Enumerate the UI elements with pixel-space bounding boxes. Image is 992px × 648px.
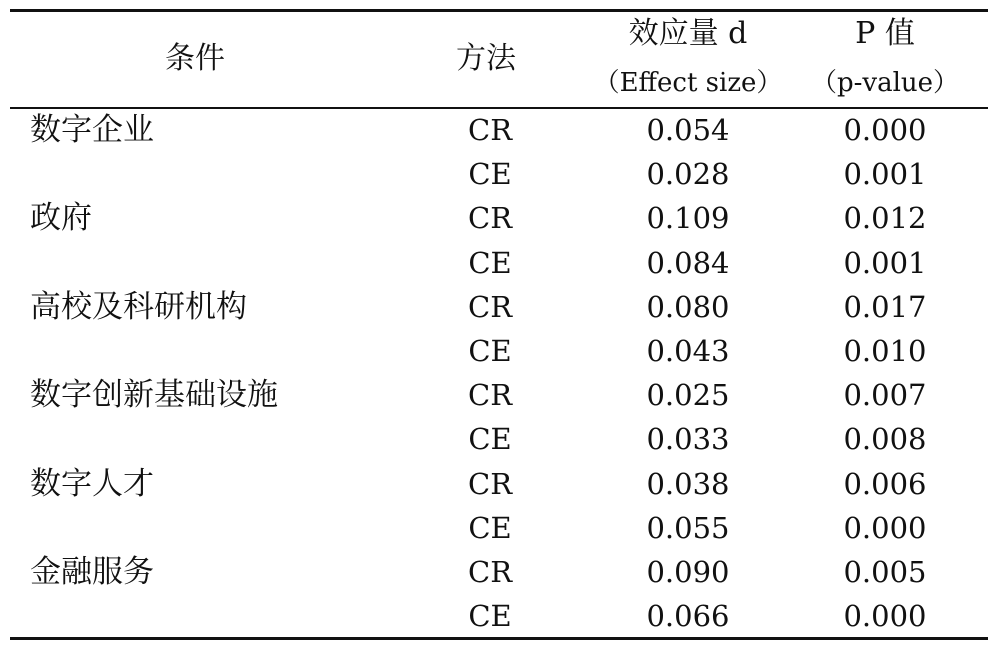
row-method: CE [468,422,512,456]
row-p-value: 0.012 [843,201,927,235]
header-method: 方法 [456,41,516,76]
table-header-rule [10,107,988,109]
row-method: CR [468,113,513,147]
header-pvalue-sub: （p-value） [810,68,960,98]
header-effect-sub: （Effect size） [593,68,783,98]
row-p-value: 0.010 [843,334,927,368]
row-method: CR [468,467,513,501]
row-p-value: 0.001 [843,246,927,280]
row-effect-size: 0.033 [646,422,730,456]
row-effect-size: 0.084 [646,246,730,280]
row-method: CE [468,511,512,545]
row-condition: 数字人才 [30,466,154,502]
row-p-value: 0.000 [843,113,927,147]
row-condition: 数字创新基础设施 [30,377,278,413]
row-effect-size: 0.109 [646,201,730,235]
row-effect-size: 0.055 [646,511,730,545]
header-pvalue: P 值 [855,16,915,51]
row-p-value: 0.000 [843,599,927,633]
header-effect: 效应量 d [628,16,748,51]
row-effect-size: 0.043 [646,334,730,368]
row-p-value: 0.008 [843,422,927,456]
row-p-value: 0.000 [843,511,927,545]
row-p-value: 0.007 [843,378,927,412]
row-method: CE [468,246,512,280]
row-p-value: 0.005 [843,555,927,589]
row-effect-size: 0.066 [646,599,730,633]
row-effect-size: 0.080 [646,290,730,324]
table-top-rule [10,9,988,12]
row-method: CE [468,157,512,191]
row-method: CR [468,201,513,235]
row-condition: 政府 [30,200,92,236]
row-method: CR [468,555,513,589]
row-effect-size: 0.090 [646,555,730,589]
row-condition: 金融服务 [30,554,154,590]
row-method: CR [468,378,513,412]
header-condition: 条件 [165,41,225,76]
row-condition: 数字企业 [30,112,154,148]
row-effect-size: 0.038 [646,467,730,501]
row-effect-size: 0.054 [646,113,730,147]
row-method: CE [468,599,512,633]
table-bottom-rule [10,637,988,640]
row-method: CE [468,334,512,368]
row-method: CR [468,290,513,324]
row-condition: 高校及科研机构 [30,289,247,325]
row-effect-size: 0.028 [646,157,730,191]
row-p-value: 0.001 [843,157,927,191]
row-p-value: 0.017 [843,290,927,324]
row-p-value: 0.006 [843,467,927,501]
row-effect-size: 0.025 [646,378,730,412]
